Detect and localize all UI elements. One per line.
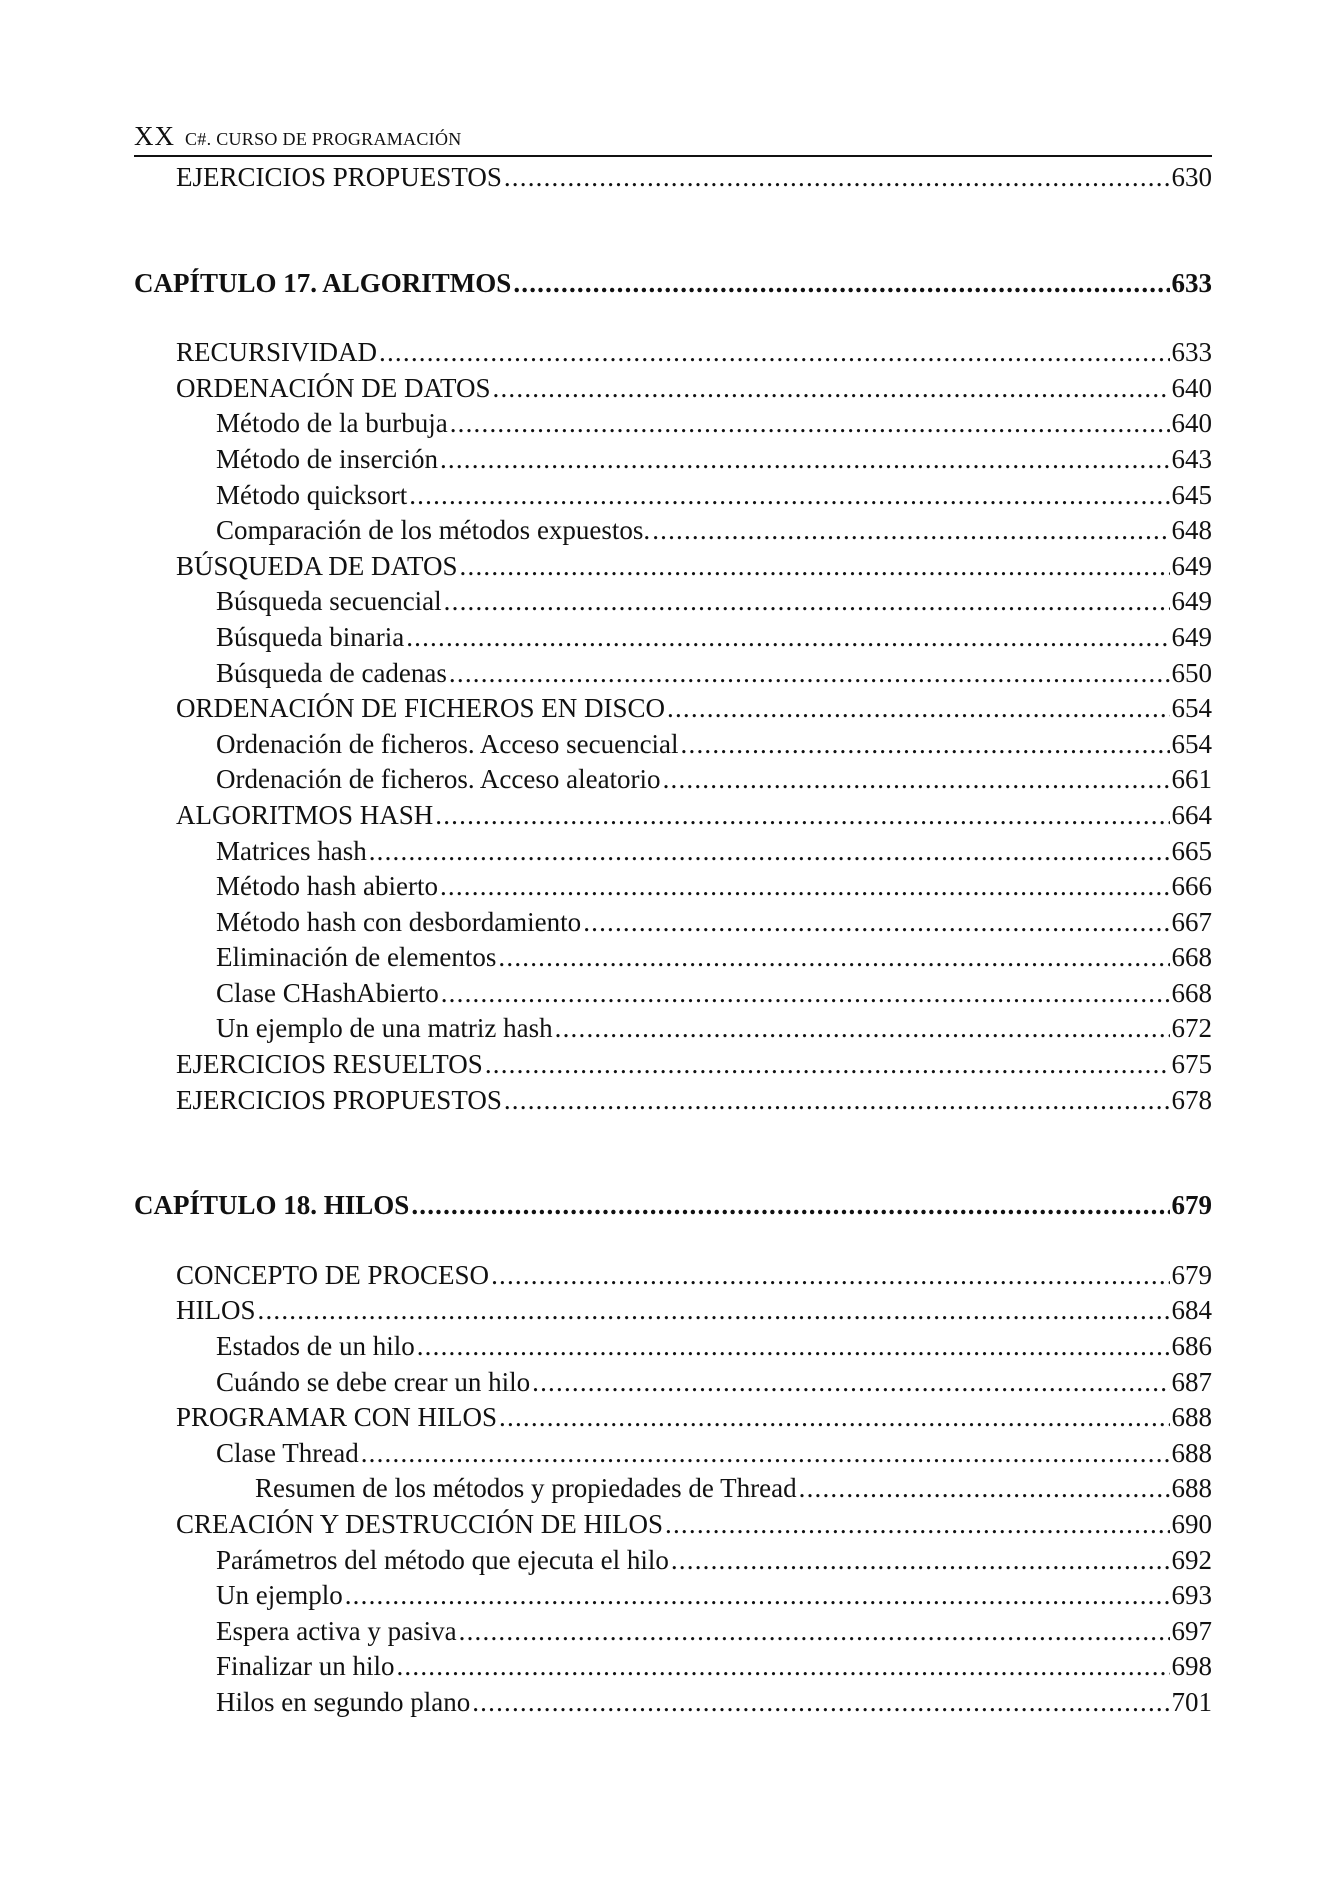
toc-page-number: 640 xyxy=(1171,372,1212,403)
toc-page-number: 649 xyxy=(1171,621,1212,652)
toc-entry xyxy=(134,513,1212,549)
toc-entry xyxy=(134,1329,1212,1365)
toc-entry xyxy=(134,160,1212,196)
book-title: C#. CURSO DE PROGRAMACIÓN xyxy=(185,129,462,149)
dot-leader xyxy=(379,335,1169,371)
toc-entry xyxy=(134,1471,1212,1507)
toc-page-number: 675 xyxy=(1171,1049,1212,1080)
toc-page-number: 701 xyxy=(1171,1686,1212,1717)
toc-page-number: 679 xyxy=(1171,1259,1212,1290)
dot-leader xyxy=(498,940,1169,976)
dot-leader xyxy=(583,905,1169,941)
dot-leader xyxy=(485,1047,1170,1083)
dot-leader xyxy=(435,798,1169,834)
toc-page-number: 688 xyxy=(1171,1473,1212,1504)
toc-entry-title: Cuándo se debe crear un hilo xyxy=(216,1366,531,1397)
toc-page-number: 688 xyxy=(1171,1437,1212,1468)
toc-entry-title: Comparación de los métodos expuestos. xyxy=(216,515,651,546)
dot-leader xyxy=(665,1507,1169,1543)
toc-page-number: 690 xyxy=(1171,1509,1212,1539)
toc-entry xyxy=(134,940,1212,976)
toc-page-number: 697 xyxy=(1171,1615,1212,1646)
toc-entry xyxy=(134,762,1212,798)
toc-entry xyxy=(134,1614,1212,1650)
toc-page-number: 630 xyxy=(1171,162,1212,192)
toc-page-number: 640 xyxy=(1171,408,1212,439)
running-header xyxy=(134,121,1212,157)
toc-page-number: 661 xyxy=(1171,764,1212,795)
toc-spacer xyxy=(134,301,1212,335)
dot-leader xyxy=(409,478,1169,514)
toc-entry xyxy=(134,442,1212,478)
toc-entry-title: CAPÍTULO 17. ALGORITMOS xyxy=(134,267,512,298)
toc-entry xyxy=(134,1578,1212,1614)
toc-page-number: 649 xyxy=(1171,550,1212,581)
toc-entry xyxy=(134,478,1212,514)
toc-entry-title: Ordenación de ficheros. Acceso aleatorio xyxy=(216,764,661,795)
toc-entry-title: Resumen de los métodos y propiedades de Thread xyxy=(255,1473,797,1504)
toc-page-number: 645 xyxy=(1171,479,1212,510)
toc-entry-title: Método de la burbuja xyxy=(216,408,448,439)
toc-page-number: 687 xyxy=(1171,1366,1212,1397)
toc-entry-title: Un ejemplo xyxy=(216,1580,343,1611)
dot-leader xyxy=(345,1578,1170,1614)
toc-page-number: 688 xyxy=(1171,1402,1212,1433)
dot-leader xyxy=(499,1400,1169,1436)
dot-leader xyxy=(444,584,1170,620)
dot-leader xyxy=(406,620,1169,656)
toc-entry-title: Método hash abierto xyxy=(216,871,438,902)
toc-entry-title: Clase Thread xyxy=(216,1437,359,1468)
dot-leader xyxy=(555,1011,1170,1047)
dot-leader xyxy=(667,691,1169,727)
toc-entry xyxy=(134,1507,1212,1543)
toc-entry-title: Método quicksort xyxy=(216,479,408,510)
dot-leader xyxy=(513,266,1169,302)
dot-leader xyxy=(799,1471,1170,1507)
toc-page-number: 686 xyxy=(1171,1331,1212,1362)
toc-page-number: 654 xyxy=(1171,693,1212,724)
toc-spacer xyxy=(134,1118,1212,1188)
toc-entry-title: Método de inserción xyxy=(216,443,438,474)
dot-leader xyxy=(663,762,1170,798)
toc-entry-title: EJERCICIOS PROPUESTOS xyxy=(176,1084,502,1115)
toc-page-number: 649 xyxy=(1171,586,1212,617)
toc-entry-title: ORDENACIÓN DE DATOS xyxy=(176,372,491,403)
toc-entry xyxy=(134,1011,1212,1047)
dot-leader xyxy=(652,513,1169,549)
dot-leader xyxy=(504,160,1170,196)
toc-entry xyxy=(134,335,1212,371)
toc-entry xyxy=(134,584,1212,620)
toc-entry-title: RECURSIVIDAD xyxy=(176,337,378,368)
toc-chapter-heading xyxy=(134,266,1212,302)
toc-chapter-heading xyxy=(134,1188,1212,1224)
toc-entry-title: Clase CHashAbierto xyxy=(216,977,439,1008)
toc-page-number: 667 xyxy=(1171,906,1212,937)
toc-page-number: 692 xyxy=(1171,1544,1212,1575)
toc-page-number: 672 xyxy=(1171,1013,1212,1044)
toc-entry-title: Ordenación de ficheros. Acceso secuencial xyxy=(216,728,679,759)
toc-entry xyxy=(134,1543,1212,1579)
dot-leader xyxy=(396,1649,1169,1685)
toc-entry xyxy=(134,656,1212,692)
dot-leader xyxy=(491,1258,1169,1294)
toc-entry-title: Finalizar un hilo xyxy=(216,1651,395,1682)
dot-leader xyxy=(681,727,1170,763)
toc-entry-title: EJERCICIOS PROPUESTOS xyxy=(176,162,502,192)
toc-page-number: 633 xyxy=(1171,267,1212,298)
toc-entry xyxy=(134,1293,1212,1329)
toc-entry-title: Un ejemplo de una matriz hash xyxy=(216,1013,553,1044)
toc-entry xyxy=(134,549,1212,585)
toc-page-number: 664 xyxy=(1171,799,1212,830)
dot-leader xyxy=(472,1685,1169,1721)
dot-leader xyxy=(258,1293,1170,1329)
toc-entry xyxy=(134,727,1212,763)
toc-entry-title: Hilos en segundo plano xyxy=(216,1686,471,1717)
dot-leader xyxy=(532,1365,1169,1401)
toc-entry xyxy=(134,1083,1212,1119)
page-folio: XX xyxy=(134,121,175,151)
toc-page-number: 665 xyxy=(1171,835,1212,866)
dot-leader xyxy=(449,656,1170,692)
dot-leader xyxy=(493,371,1170,407)
toc-page-number: 678 xyxy=(1171,1084,1212,1115)
toc-entry xyxy=(134,905,1212,941)
dot-leader xyxy=(361,1436,1170,1472)
toc-entry xyxy=(134,691,1212,727)
dot-leader xyxy=(440,442,1170,478)
toc-entry-title: HILOS xyxy=(176,1295,256,1326)
toc-entry-title: Método hash con desbordamiento xyxy=(216,906,582,937)
toc-entry xyxy=(134,1400,1212,1436)
toc-entry-title: ALGORITMOS HASH xyxy=(176,799,434,830)
toc-entry-title: CAPÍTULO 18. HILOS xyxy=(134,1190,410,1221)
toc-page-number: 654 xyxy=(1171,728,1212,759)
toc-page-number: 684 xyxy=(1171,1295,1212,1326)
toc-entry-title: Espera activa y pasiva xyxy=(216,1615,457,1646)
toc-entry-title: Parámetros del método que ejecuta el hilo xyxy=(216,1544,669,1575)
toc-page-number: 650 xyxy=(1171,657,1212,688)
table-of-contents xyxy=(134,160,1212,1721)
dot-leader xyxy=(369,834,1170,870)
toc-entry xyxy=(134,1685,1212,1721)
toc-entry-title: PROGRAMAR CON HILOS xyxy=(176,1402,498,1433)
toc-entry xyxy=(134,371,1212,407)
toc-entry-title: BÚSQUEDA DE DATOS xyxy=(176,550,458,581)
dot-leader xyxy=(504,1083,1170,1119)
toc-entry-title: Búsqueda binaria xyxy=(216,621,405,652)
toc-entry xyxy=(134,1258,1212,1294)
dot-leader xyxy=(450,406,1170,442)
toc-entry xyxy=(134,976,1212,1012)
toc-page-number: 679 xyxy=(1171,1190,1212,1221)
toc-page-number: 693 xyxy=(1171,1580,1212,1611)
toc-entry xyxy=(134,1047,1212,1083)
dot-leader xyxy=(671,1543,1170,1579)
toc-spacer xyxy=(134,1224,1212,1258)
dot-leader xyxy=(411,1188,1169,1224)
toc-page-number: 648 xyxy=(1171,515,1212,546)
toc-entry-title: Matrices hash xyxy=(216,835,367,866)
toc-entry-title: Eliminación de elementos xyxy=(216,942,497,973)
toc-entry xyxy=(134,798,1212,834)
toc-entry-title: CREACIÓN Y DESTRUCCIÓN DE HILOS xyxy=(176,1509,664,1539)
dot-leader xyxy=(441,976,1170,1012)
toc-spacer xyxy=(134,196,1212,266)
toc-entry xyxy=(134,1649,1212,1685)
toc-entry-title: Estados de un hilo xyxy=(216,1331,415,1362)
dot-leader xyxy=(417,1329,1170,1365)
toc-entry-title: CONCEPTO DE PROCESO xyxy=(176,1259,490,1290)
dot-leader xyxy=(440,869,1170,905)
toc-entry xyxy=(134,406,1212,442)
toc-entry xyxy=(134,834,1212,870)
toc-page-number: 643 xyxy=(1171,443,1212,474)
toc-entry-title: Búsqueda de cadenas xyxy=(216,657,447,688)
toc-entry xyxy=(134,1436,1212,1472)
toc-page-number: 666 xyxy=(1171,871,1212,902)
toc-page-number: 668 xyxy=(1171,977,1212,1008)
toc-entry-title: Búsqueda secuencial xyxy=(216,586,442,617)
toc-entry xyxy=(134,869,1212,905)
toc-page-number: 698 xyxy=(1171,1651,1212,1682)
dot-leader xyxy=(460,549,1170,585)
toc-entry xyxy=(134,1365,1212,1401)
toc-entry-title: EJERCICIOS RESUELTOS xyxy=(176,1049,483,1080)
toc-entry xyxy=(134,620,1212,656)
dot-leader xyxy=(459,1614,1170,1650)
toc-page-number: 633 xyxy=(1171,337,1212,368)
toc-page-number: 668 xyxy=(1171,942,1212,973)
toc-entry-title: ORDENACIÓN DE FICHEROS EN DISCO xyxy=(176,693,666,724)
